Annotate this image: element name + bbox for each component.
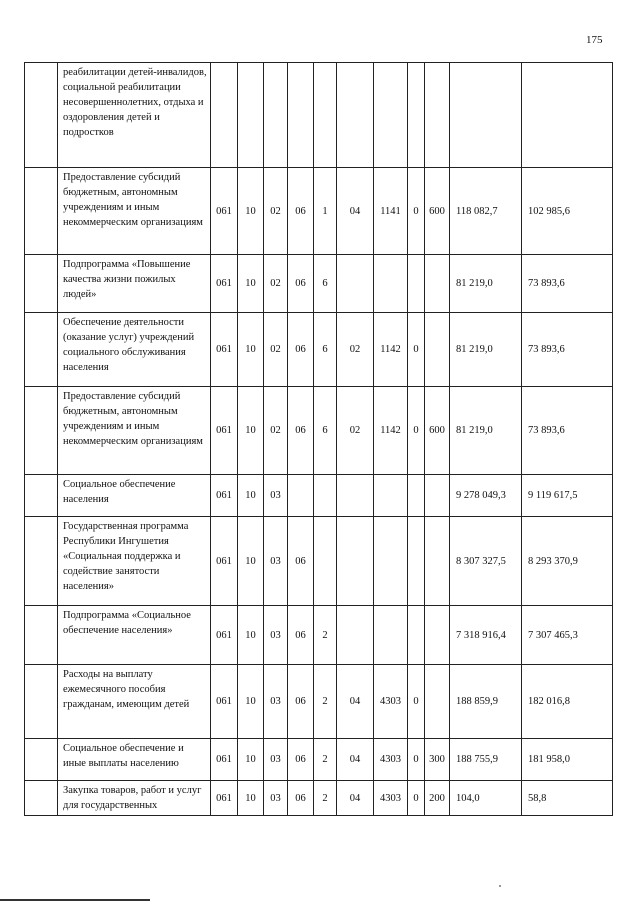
table-row (25, 517, 613, 606)
row-code-c1: 061 (211, 168, 238, 255)
row-code-c4: 06 (288, 739, 314, 781)
row-code-c9 (425, 63, 450, 168)
row-code-c4: 06 (288, 168, 314, 255)
row-amount-v1: 7 318 916,4 (450, 606, 522, 665)
row-amount-v2: 7 307 465,3 (522, 606, 613, 665)
row-code-c4 (288, 475, 314, 517)
row-name: Закупка товаров, работ и услуг для государственных (58, 781, 211, 816)
row-amount-v2: 9 119 617,5 (522, 475, 613, 517)
row-code-c8: 0 (408, 313, 425, 387)
row-code-c7 (374, 606, 408, 665)
row-code-c2: 10 (238, 387, 264, 475)
row-code-c7: 1142 (374, 387, 408, 475)
row-code-c9 (425, 665, 450, 739)
row-code-c1: 061 (211, 517, 238, 606)
row-code-c5: 2 (314, 781, 337, 816)
row-code-c6 (337, 255, 374, 313)
row-code-c3: 03 (264, 781, 288, 816)
table-row (25, 387, 613, 475)
table-row (25, 606, 613, 665)
row-code-c6 (337, 475, 374, 517)
row-code-c1: 061 (211, 475, 238, 517)
table-row (25, 168, 613, 255)
row-code-c5: 6 (314, 387, 337, 475)
row-blank-cell (25, 606, 58, 665)
row-name: Социальное обеспечение населения (58, 475, 211, 517)
row-code-c1: 061 (211, 387, 238, 475)
row-code-c6: 04 (337, 739, 374, 781)
row-code-c1 (211, 63, 238, 168)
row-code-c7 (374, 255, 408, 313)
row-code-c9: 600 (425, 168, 450, 255)
row-name: Расходы на выплату ежемесячного пособия гражданам, имеющим детей (58, 665, 211, 739)
row-blank-cell (25, 781, 58, 816)
row-code-c9: 600 (425, 387, 450, 475)
row-amount-v2: 58,8 (522, 781, 613, 816)
row-code-c6 (337, 63, 374, 168)
row-code-c8: 0 (408, 739, 425, 781)
row-code-c4: 06 (288, 665, 314, 739)
row-code-c8: 0 (408, 387, 425, 475)
row-code-c6: 04 (337, 168, 374, 255)
row-code-c4: 06 (288, 255, 314, 313)
row-code-c3: 03 (264, 475, 288, 517)
row-code-c5: 1 (314, 168, 337, 255)
row-code-c8 (408, 517, 425, 606)
row-code-c2: 10 (238, 517, 264, 606)
row-amount-v1: 81 219,0 (450, 387, 522, 475)
row-amount-v1: 81 219,0 (450, 313, 522, 387)
row-code-c7: 1141 (374, 168, 408, 255)
row-code-c6 (337, 517, 374, 606)
row-code-c4: 06 (288, 313, 314, 387)
row-code-c7: 4303 (374, 781, 408, 816)
row-code-c3: 03 (264, 517, 288, 606)
row-code-c1: 061 (211, 739, 238, 781)
row-code-c4: 06 (288, 517, 314, 606)
row-code-c3: 03 (264, 739, 288, 781)
row-code-c5: 2 (314, 665, 337, 739)
row-code-c2: 10 (238, 606, 264, 665)
row-name: Предоставление субсидий бюджетным, автономным учреждениям и иным некоммерческим организациям (58, 387, 211, 475)
row-code-c5: 2 (314, 606, 337, 665)
row-code-c2: 10 (238, 168, 264, 255)
row-code-c3: 02 (264, 313, 288, 387)
table-row (25, 475, 613, 517)
row-name: Государственная программа Республики Ингушетия «Социальная поддержка и содействие занятости населения» (58, 517, 211, 606)
row-code-c9: 300 (425, 739, 450, 781)
row-code-c7 (374, 517, 408, 606)
row-code-c6: 02 (337, 387, 374, 475)
row-code-c1: 061 (211, 781, 238, 816)
row-code-c3: 03 (264, 606, 288, 665)
table-body (25, 63, 613, 816)
row-code-c9 (425, 475, 450, 517)
row-code-c6: 04 (337, 665, 374, 739)
row-code-c4 (288, 63, 314, 168)
row-blank-cell (25, 313, 58, 387)
row-code-c9 (425, 255, 450, 313)
row-amount-v2 (522, 63, 613, 168)
row-name: реабилитации детей-инвалидов, социальной реабилитации несовершеннолетних, отдыха и оздоровления детей и подростков (58, 63, 211, 168)
row-name: Подпрограмма «Социальное обеспечение населения» (58, 606, 211, 665)
table-row (25, 781, 613, 816)
row-code-c6: 04 (337, 781, 374, 816)
row-code-c2: 10 (238, 665, 264, 739)
row-code-c2: 10 (238, 739, 264, 781)
row-code-c5: 6 (314, 255, 337, 313)
row-amount-v1: 188 755,9 (450, 739, 522, 781)
row-code-c9 (425, 606, 450, 665)
row-code-c7 (374, 63, 408, 168)
row-amount-v2: 182 016,8 (522, 665, 613, 739)
row-code-c6: 02 (337, 313, 374, 387)
row-code-c7 (374, 475, 408, 517)
page-number: 175 (586, 34, 603, 46)
row-blank-cell (25, 63, 58, 168)
table-row (25, 739, 613, 781)
row-code-c8 (408, 606, 425, 665)
row-code-c3 (264, 63, 288, 168)
row-blank-cell (25, 255, 58, 313)
row-amount-v2: 73 893,6 (522, 387, 613, 475)
row-code-c9: 200 (425, 781, 450, 816)
row-amount-v1: 104,0 (450, 781, 522, 816)
row-code-c1: 061 (211, 665, 238, 739)
row-code-c8 (408, 63, 425, 168)
row-code-c7: 1142 (374, 313, 408, 387)
row-name: Социальное обеспечение и иные выплаты населению (58, 739, 211, 781)
row-code-c4: 06 (288, 606, 314, 665)
row-code-c1: 061 (211, 255, 238, 313)
row-amount-v1: 9 278 049,3 (450, 475, 522, 517)
row-amount-v2: 73 893,6 (522, 313, 613, 387)
row-code-c2: 10 (238, 255, 264, 313)
row-code-c2: 10 (238, 781, 264, 816)
table-row (25, 313, 613, 387)
row-code-c7: 4303 (374, 739, 408, 781)
row-code-c5 (314, 63, 337, 168)
scan-speck (499, 885, 501, 887)
row-code-c5: 6 (314, 313, 337, 387)
row-amount-v2: 8 293 370,9 (522, 517, 613, 606)
row-amount-v1 (450, 63, 522, 168)
row-name: Обеспечение деятельности (оказание услуг) учреждений социального обслуживания населения (58, 313, 211, 387)
row-code-c8 (408, 255, 425, 313)
row-code-c5 (314, 517, 337, 606)
row-name: Предоставление субсидий бюджетным, автономным учреждениям и иным некоммерческим организациям (58, 168, 211, 255)
row-amount-v1: 118 082,7 (450, 168, 522, 255)
row-blank-cell (25, 739, 58, 781)
budget-table (24, 62, 613, 816)
row-blank-cell (25, 387, 58, 475)
row-blank-cell (25, 517, 58, 606)
row-code-c3: 02 (264, 387, 288, 475)
row-code-c2 (238, 63, 264, 168)
row-amount-v1: 81 219,0 (450, 255, 522, 313)
row-name: Подпрограмма «Повышение качества жизни пожилых людей» (58, 255, 211, 313)
row-code-c4: 06 (288, 387, 314, 475)
row-code-c2: 10 (238, 475, 264, 517)
row-code-c9 (425, 313, 450, 387)
row-blank-cell (25, 475, 58, 517)
row-amount-v2: 102 985,6 (522, 168, 613, 255)
row-code-c5: 2 (314, 739, 337, 781)
row-code-c4: 06 (288, 781, 314, 816)
row-code-c8: 0 (408, 665, 425, 739)
row-amount-v1: 8 307 327,5 (450, 517, 522, 606)
row-blank-cell (25, 168, 58, 255)
row-code-c8: 0 (408, 168, 425, 255)
table-row (25, 665, 613, 739)
row-code-c3: 03 (264, 665, 288, 739)
row-code-c5 (314, 475, 337, 517)
scan-edge-line (0, 899, 150, 901)
row-code-c1: 061 (211, 606, 238, 665)
row-code-c3: 02 (264, 168, 288, 255)
row-code-c8 (408, 475, 425, 517)
row-code-c9 (425, 517, 450, 606)
row-code-c3: 02 (264, 255, 288, 313)
table-row (25, 63, 613, 168)
row-code-c1: 061 (211, 313, 238, 387)
row-amount-v2: 181 958,0 (522, 739, 613, 781)
row-code-c6 (337, 606, 374, 665)
row-amount-v2: 73 893,6 (522, 255, 613, 313)
table-row (25, 255, 613, 313)
row-code-c7: 4303 (374, 665, 408, 739)
row-amount-v1: 188 859,9 (450, 665, 522, 739)
row-code-c2: 10 (238, 313, 264, 387)
row-code-c8: 0 (408, 781, 425, 816)
row-blank-cell (25, 665, 58, 739)
